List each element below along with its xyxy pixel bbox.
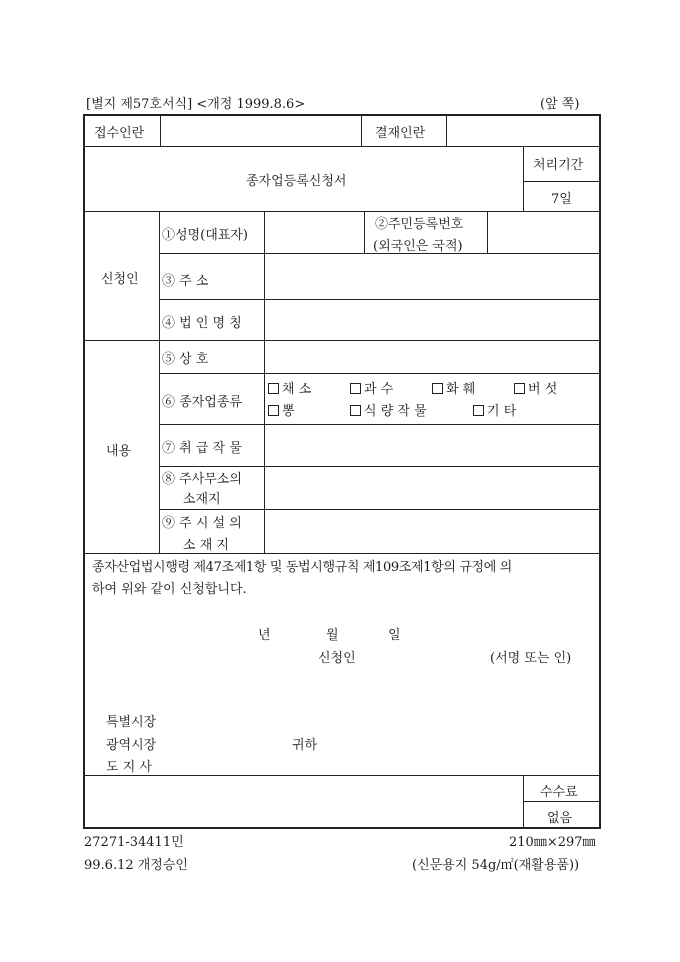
office-field[interactable]	[266, 468, 599, 508]
signature-hint: (서명 또는 인)	[490, 651, 572, 666]
checkbox-label: 기 타	[487, 404, 517, 419]
checkbox-mushroom[interactable]	[514, 378, 557, 397]
date-year: 년	[258, 628, 271, 643]
declaration-line2: 하여 위와 같이 신청합니다.	[92, 582, 247, 597]
crop-field[interactable]	[266, 426, 599, 465]
receiver-field[interactable]	[162, 116, 360, 146]
checkbox-label: 버 섯	[528, 382, 558, 397]
approval-label: 결재인란	[375, 126, 426, 141]
facility-label-line1: ⑨ 주 시 설 의	[162, 516, 242, 531]
checkbox-label: 과 수	[364, 382, 394, 397]
page-side-label: (앞 쪽)	[540, 97, 580, 112]
checkbox-box	[350, 383, 361, 394]
checkbox-label: 채 소	[282, 382, 312, 397]
approval-note: 99.6.12 개정승인	[84, 858, 188, 873]
paper-size: 210㎜×297㎜	[509, 835, 596, 850]
divider	[160, 509, 600, 510]
divider	[264, 212, 265, 340]
address-label: ③ 주 소	[162, 274, 209, 289]
divider	[487, 212, 488, 253]
checkbox-mulberry[interactable]	[268, 400, 295, 419]
office-label-line2: 소재지	[183, 492, 221, 507]
id-field[interactable]	[489, 213, 599, 252]
declaration-line1: 종자산업법시행령 제47조제1항 및 동법시행규칙 제109조제1항의 규정에 의	[92, 560, 512, 575]
applicant-sign-label: 신청인	[318, 651, 356, 666]
addressee-3: 도 지 사	[106, 760, 152, 775]
facility-field[interactable]	[266, 511, 599, 552]
receiver-label: 접수인란	[94, 126, 145, 141]
checkbox-vegetable[interactable]	[268, 378, 311, 397]
checkbox-box	[268, 383, 279, 394]
divider	[160, 466, 600, 467]
crop-label: ⑦ 취 급 작 물	[162, 441, 242, 456]
checkbox-food-crop[interactable]	[350, 400, 427, 419]
divider	[446, 115, 447, 147]
address-field[interactable]	[266, 255, 599, 298]
checkbox-label: 화 훼	[446, 382, 476, 397]
facility-label-line2: 소 재 지	[183, 538, 229, 553]
form-reference: [별지 제57호서식] <개정 1999.8.6>	[86, 97, 306, 112]
checkbox-label: 식 량 작 물	[364, 404, 427, 419]
paper-spec: (신문용지 54g/㎡(재활용품))	[412, 858, 580, 873]
checkbox-label: 뽕	[282, 404, 295, 419]
fee-value: 없음	[547, 811, 573, 826]
form-title: 종자업등록신청서	[246, 174, 347, 189]
frame-right	[599, 114, 601, 829]
id-label-line2: (외국인은 국적)	[373, 239, 463, 254]
applicant-section-label: 신청인	[101, 272, 139, 287]
checkbox-other[interactable]	[473, 400, 516, 419]
checkbox-box	[350, 405, 361, 416]
content-section-label: 내용	[106, 444, 132, 459]
divider	[524, 181, 600, 182]
corp-name-label: ④ 법 인 명 칭	[162, 316, 242, 331]
honorific: 귀하	[292, 738, 318, 753]
divider	[364, 212, 365, 253]
approval-field[interactable]	[448, 116, 598, 146]
name-field[interactable]	[266, 213, 363, 252]
divider	[160, 373, 600, 374]
fee-blank-field[interactable]	[86, 777, 522, 826]
trade-name-label: ⑤ 상 호	[162, 352, 209, 367]
divider	[523, 147, 524, 212]
divider	[84, 211, 600, 212]
office-label-line1: ⑧ 주사무소의	[162, 472, 242, 487]
form-code: 27271-34411민	[84, 835, 184, 850]
divider	[160, 115, 161, 147]
fee-label: 수수료	[540, 785, 578, 800]
checkbox-box	[514, 383, 525, 394]
checkbox-box	[268, 405, 279, 416]
divider	[159, 212, 160, 340]
addressee-1: 특별시장	[106, 715, 157, 730]
processing-value: 7일	[551, 192, 572, 207]
addressee-2: 광역시장	[106, 738, 157, 753]
checkbox-flower[interactable]	[432, 378, 475, 397]
divider	[523, 776, 524, 828]
checkbox-fruit-tree[interactable]	[350, 378, 393, 397]
seed-type-label: ⑥ 종자업종류	[162, 395, 242, 410]
divider	[361, 115, 362, 147]
frame-left	[83, 114, 85, 829]
divider	[84, 340, 600, 341]
name-label: ①성명(대표자)	[162, 228, 248, 243]
checkbox-box	[473, 405, 484, 416]
date-day: 일	[388, 628, 401, 643]
id-label-line1: ②주민등록번호	[375, 217, 464, 232]
date-month: 월	[326, 628, 339, 643]
corp-name-field[interactable]	[266, 301, 599, 339]
divider	[160, 424, 600, 425]
divider	[160, 299, 600, 300]
divider	[84, 553, 600, 554]
trade-name-field[interactable]	[266, 342, 599, 372]
divider	[524, 801, 600, 802]
processing-label: 처리기간	[533, 158, 584, 173]
checkbox-box	[432, 383, 443, 394]
